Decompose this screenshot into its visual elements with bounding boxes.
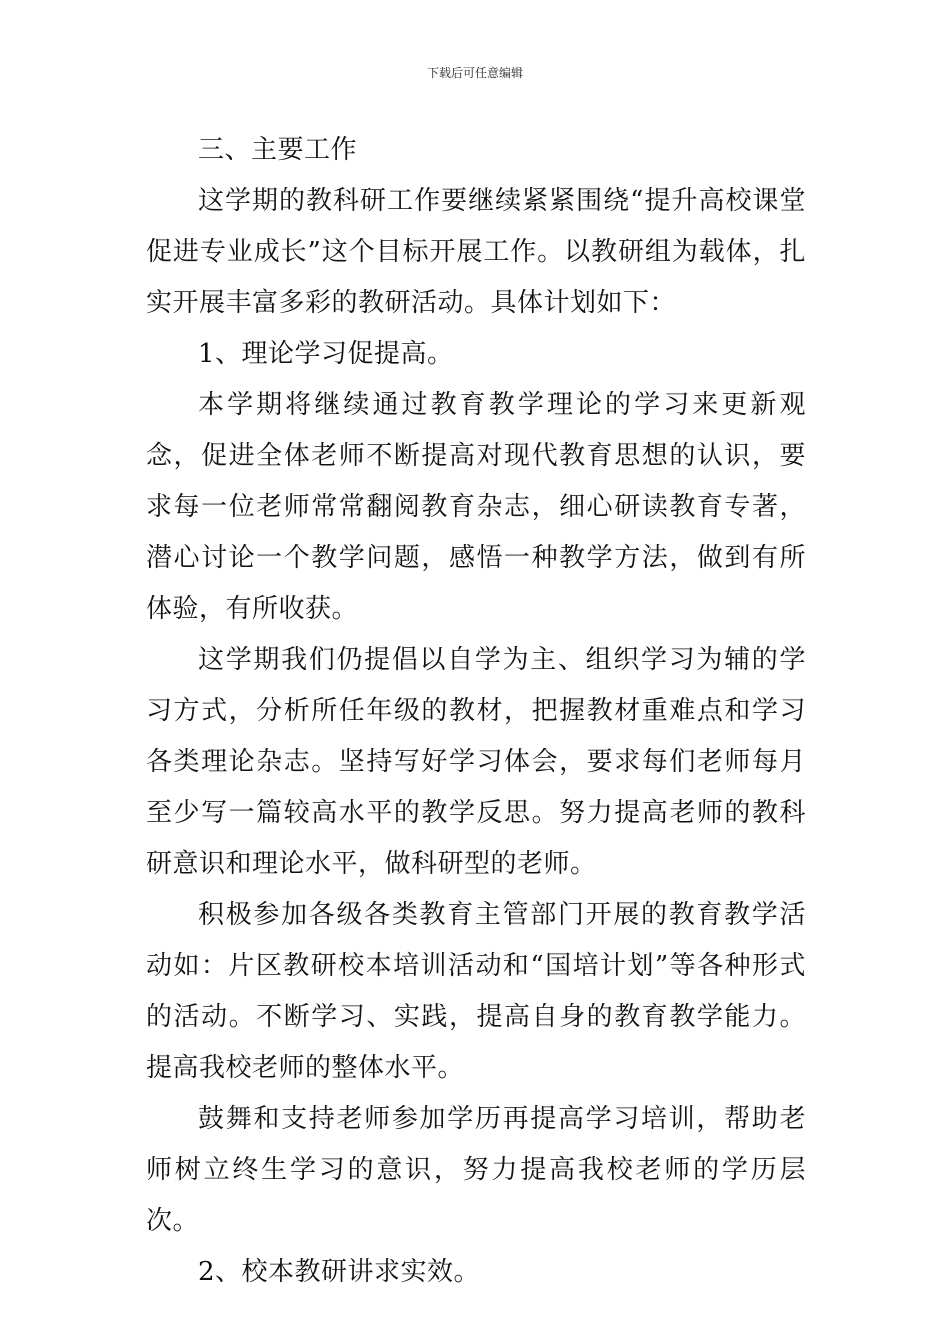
body-paragraph: 本学期将继续通过教育教学理论的学习来更新观念，促进全体老师不断提高对现代教育思想的认识，要求每一位老师常常翻阅教育杂志，细心研读教育专著，潜心讨论一个教学问题，感悟一种教学方法，做到有所体验，有所收获。 bbox=[146, 390, 806, 624]
document-body bbox=[146, 125, 806, 1298]
section-heading: 三、主要工作 bbox=[198, 135, 358, 165]
body-paragraph: 积极参加各级各类教育主管部门开展的教育教学活动如：片区教研校本培训活动和“国培计划”等各种形式的活动。不断学习、实践，提高自身的教育教学能力。提高我校老师的整体水平。 bbox=[146, 900, 806, 1083]
body-paragraph: 这学期我们仍提倡以自学为主、组织学习为辅的学习方式，分析所任年级的教材，把握教材重难点和学习各类理论杂志。坚持写好学习体会，要求每们老师每月至少写一篇较高水平的教学反思。努力提高老师的教科研意识和理论水平，做科研型的老师。 bbox=[146, 645, 806, 879]
subsection-heading: 1、理论学习促提高。 bbox=[198, 339, 454, 369]
body-paragraph: 鼓舞和支持老师参加学历再提高学习培训，帮助老师树立终生学习的意识，努力提高我校老师的学历层次。 bbox=[146, 1104, 806, 1236]
page-header: 下载后可任意编辑 bbox=[426, 66, 523, 80]
subsection-heading: 2、校本教研讲求实效。 bbox=[198, 1257, 481, 1287]
intro-paragraph: 这学期的教科研工作要继续紧紧围绕“提升高校课堂促进专业成长”这个目标开展工作。以教研组为载体，扎实开展丰富多彩的教研活动。具体计划如下： bbox=[146, 186, 806, 318]
